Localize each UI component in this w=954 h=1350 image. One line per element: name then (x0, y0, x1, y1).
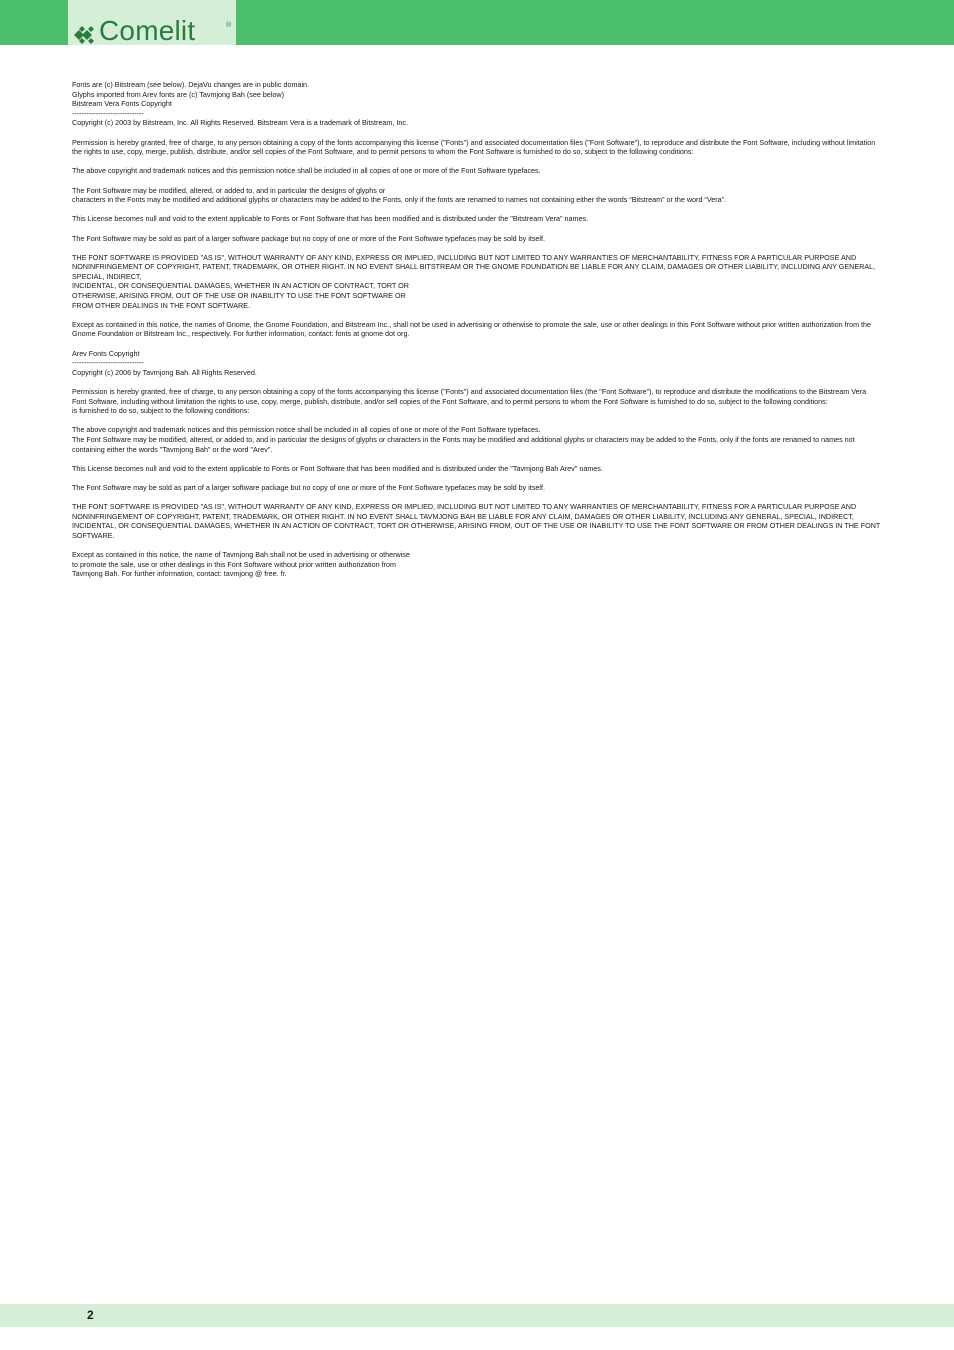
logo-text: Comelit (99, 15, 196, 46)
text-line: Copyright (c) 2006 by Tavmjong Bah. All Rights Reserved. (72, 367, 257, 377)
paragraph-gap (72, 339, 882, 349)
paragraph-gap (72, 205, 882, 215)
license-text (72, 80, 882, 579)
text-line: This License becomes null and void to the extent applicable to Fonts or Font Software that has been modified and is distributed under the "Bitstream Vera" names. (72, 214, 589, 224)
paragraph-gap (72, 310, 882, 320)
text-line: to promote the sale, use or other dealings in this Font Software without prior written authorization from (72, 559, 396, 569)
text-line: Glyphs imported from Arev fonts are (c) Tavmjong Bah (see below) (72, 89, 284, 99)
logo-registered-mark: ® (226, 22, 232, 29)
paragraph-gap (72, 541, 882, 551)
page-number: 2 (87, 1308, 94, 1322)
text-line: is furnished to do so, subject to the following conditions: (72, 406, 250, 416)
text-line: THE FONT SOFTWARE IS PROVIDED "AS IS", WITHOUT WARRANTY OF ANY KIND, EXPRESS OR IMPLIED, INCLUDING BUT NOT LIMITED TO ANY WARRANTIES OF MERCHANTABILITY, FITNESS FOR A PARTICULAR PURPOSE AND NONINFRINGEMENT OF COPYRIGHT, PATENT, TRADEMARK, OR OTHER RIGHT. IN NO EVENT SHALL TAVMJONG BAH BE LIABLE FOR ANY CLAIM, DAMAGES OR OTHER LIABILITY, INCLUDING ANY GENERAL, SPECIAL, INDIRECT, INCIDENTAL, OR CONSEQUENTIAL DAMAGES, WHETHER IN AN ACTION OF CONTRACT, TORT OR OTHERWISE, ARISING FROM, OUT OF THE USE OR INABILITY TO USE THE FONT SOFTWARE OR FROM OTHER DEALINGS IN THE FONT SOFTWARE. (72, 502, 881, 540)
text-line: THE FONT SOFTWARE IS PROVIDED "AS IS", WITHOUT WARRANTY OF ANY KIND, EXPRESS OR IMPLIED, INCLUDING BUT NOT LIMITED TO ANY WARRANTIES OF MERCHANTABILITY, FITNESS FOR A PARTICULAR PURPOSE AND NONINFRINGEMENT OF COPYRIGHT, PATENT, TRADEMARK, OR OTHER RIGHT. IN NO EVENT SHALL BITSTREAM OR THE GNOME FOUNDATION BE LIABLE FOR ANY CLAIM, DAMAGES OR OTHER LIABILITY, INCLUDING ANY GENERAL, SPECIAL, INDIRECT, (72, 252, 876, 281)
text-line: Except as contained in this notice, the names of Gnome, the Gnome Foundation, and Bitstream Inc., shall not be used in advertising or otherwise to promote the sale, use or other dealings in this Font Software without prior written authorization from the Gnome Foundation or Bitstream Inc., respectively. For further information, contact: fonts at gnome dot org. (72, 319, 872, 339)
paragraph-gap (72, 224, 882, 234)
paragraph-gap (72, 473, 882, 483)
text-line: OTHERWISE, ARISING FROM, OUT OF THE USE OR INABILITY TO USE THE FONT SOFTWARE OR (72, 291, 406, 301)
paragraph-gap (72, 157, 882, 167)
text-line: Except as contained in this notice, the name of Tavmjong Bah shall not be used in advertising or otherwise (72, 550, 410, 560)
text-line: Tavmjong Bah. For further information, contact: tavmjong @ free. fr. (72, 569, 287, 579)
text-line: Bitstream Vera Fonts Copyright (72, 99, 172, 109)
text-line: FROM OTHER DEALINGS IN THE FONT SOFTWARE. (72, 300, 250, 310)
text-line: ------------------------------ (72, 358, 144, 368)
paragraph-gap (72, 377, 882, 387)
logo (68, 0, 236, 45)
text-line: ------------------------------ (72, 108, 144, 118)
text-line: Copyright (c) 2003 by Bitstream, Inc. All Rights Reserved. Bitstream Vera is a trademark of Bitstream, Inc. (72, 118, 408, 128)
paragraph-gap (72, 493, 882, 503)
paragraph-gap (72, 454, 882, 464)
comelit-diamond-icon (71, 25, 99, 45)
text-line: The Font Software may be sold as part of a larger software package but no copy of one or more of the Font Software typefaces may be sold by itself. (72, 482, 546, 492)
text-line: INCIDENTAL, OR CONSEQUENTIAL DAMAGES, WHETHER IN AN ACTION OF CONTRACT, TORT OR (72, 281, 409, 291)
text-line: This License becomes null and void to the extent applicable to Fonts or Font Software that has been modified and is distributed under the "Tavmjong Bah Arev" names. (72, 463, 603, 473)
text-line: The Font Software may be modified, altered, or added to, and in particular the designs of glyphs or (72, 185, 386, 195)
paragraph-gap (72, 243, 882, 253)
text-line: Arev Fonts Copyright (72, 348, 140, 358)
paragraph-gap (72, 176, 882, 186)
paragraph-gap (72, 416, 882, 426)
text-line: Permission is hereby granted, free of charge, to any person obtaining a copy of the fonts accompanying this license ("Fonts") and associated documentation files ("Font Software"), to reproduce and distribute the Font Software, including without limitation the rights to use, copy, merge, publish, distribute, and/or sell copies of the Font Software, and to permit persons to whom the Font Software is furnished to do so, subject to the following conditions: (72, 137, 876, 157)
text-line: Fonts are (c) Bitstream (see below). DejaVu changes are in public domain. (72, 80, 310, 89)
text-line: characters in the Fonts may be modified and additional glyphs or characters may be added to the Fonts, only if the fonts are renamed to names not containing either the words “Bitstream” or the word “Vera”. (72, 195, 727, 205)
paragraph-gap (72, 128, 882, 138)
text-line: The Font Software may be modified, altered, or added to, and in particular the designs of glyphs or characters in the Fonts may be modified and additional glyphs or characters may be added to the Fonts, only if the fonts are renamed to names not containing either the words "Tavmjong Bah" or the word "Arev". (72, 434, 855, 454)
text-line: The Font Software may be sold as part of a larger software package but no copy of one or more of the Font Software typefaces may be sold by itself. (72, 233, 546, 243)
text-line: The above copyright and trademark notices and this permission notice shall be included in all copies of one or more of the Font Software typefaces. (72, 425, 541, 435)
footer-bar (0, 1304, 954, 1327)
text-line: Permission is hereby granted, free of charge, to any person obtaining a copy of the fonts accompanying this license ("Fonts") and associated documentation files (the "Font Software"), to reproduce and distribute the modifications to the Bitstream Vera Font Software, including without limitation the rights to use, copy, merge, publish, distribute, and/or sell copies of the Font Software, and to permit persons to whom the Font Software is furnished to do so, subject to the following conditions: (72, 387, 867, 406)
text-line: The above copyright and trademark notices and this permission notice shall be included in all copies of one or more of the Font Software typefaces. (72, 166, 541, 176)
